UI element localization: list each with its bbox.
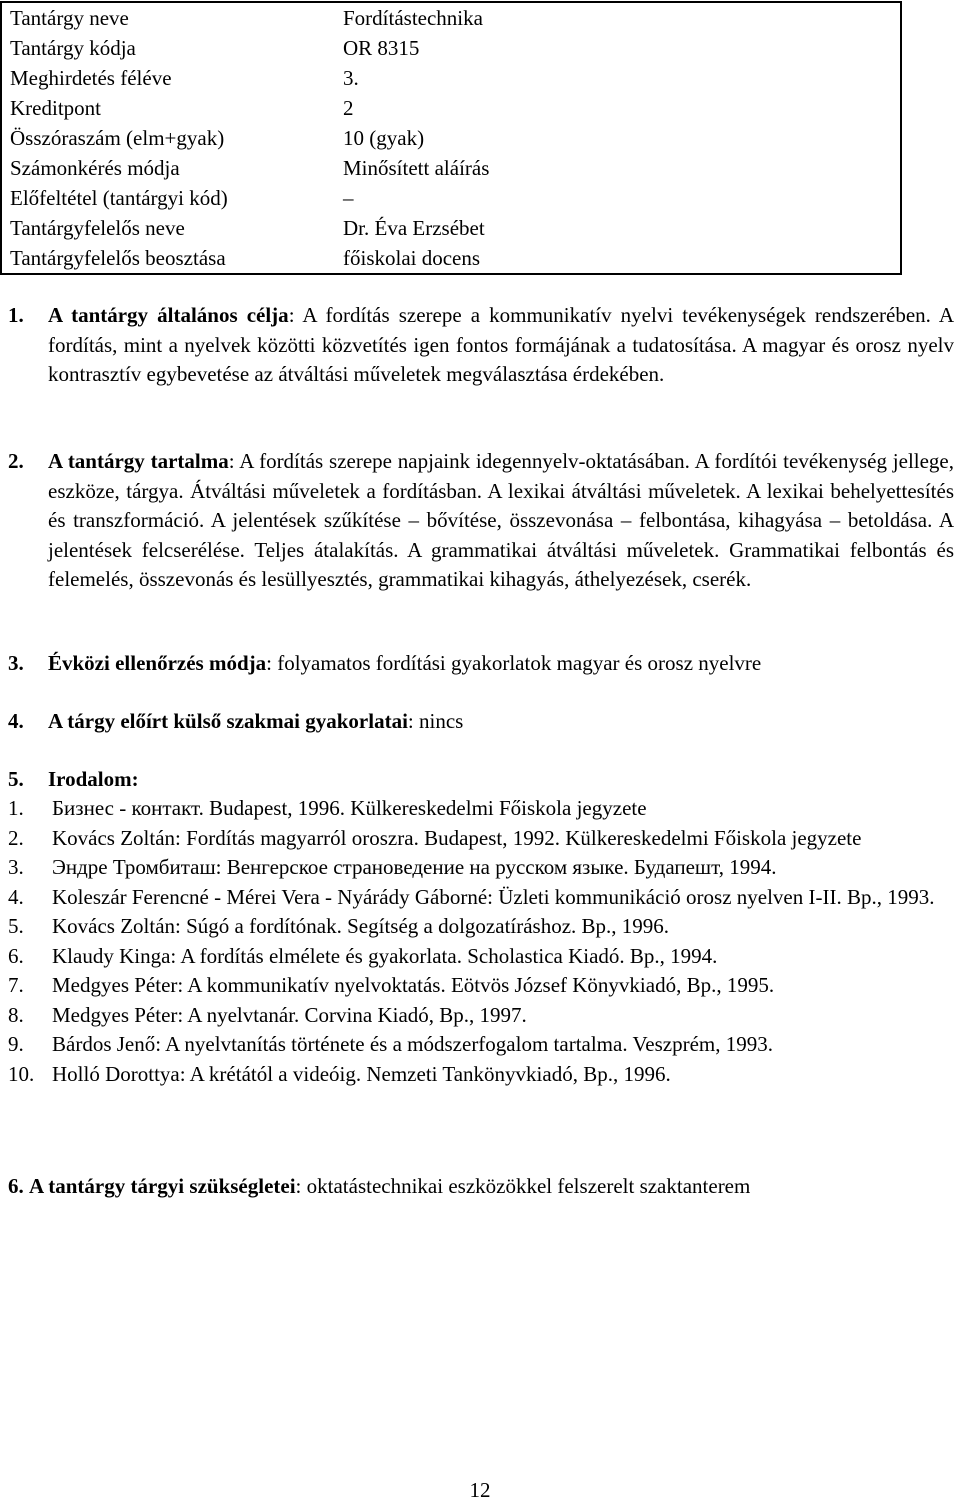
info-label: Számonkérés módja [10,156,180,180]
reference-number: 5. [8,914,24,938]
reference-text: Medgyes Péter: A nyelvtanár. Corvina Kiadó, Bp., 1997. [52,1002,527,1027]
section-practice [8,707,954,737]
reference-text: Бизнес - контакт. Budapest, 1996. Külkereskedelmi Főiskola jegyzete [52,796,647,820]
reference-text: Bárdos Jenő: A nyelvtanítás története és a módszerfogalom tartalma. Veszprém, 1993. [52,1032,774,1056]
reference-number: 4. [8,884,24,909]
section-number: 2. [8,449,24,473]
table-row [1,153,901,183]
section-general-aim [8,301,954,390]
section-heading: A tárgy előírt külső szakmai gyakorlatai [48,709,408,733]
info-label: Meghirdetés féléve [10,66,172,90]
reference-number: 2. [8,825,24,850]
reference-number: 9. [8,1032,24,1056]
section-number: 6. [8,1174,24,1198]
reference-list [8,794,954,1089]
reference-text: Kovács Zoltán: Súgó a fordítónak. Segítség a dolgozatíráshoz. Bp., 1996. [52,914,670,938]
section-literature [8,765,954,795]
table-row [1,123,901,153]
section-number: 5. [8,767,24,791]
info-label: Előfeltétel (tantárgyi kód) [10,186,228,210]
section-requirements [8,1172,954,1202]
table-row [1,63,901,93]
info-value: 3. [343,66,359,90]
info-label: Tantárgy kódja [10,36,136,60]
section-text: : A fordítás szerepe a kommunikatív nyelvi tevékenységek rendszerében. A fordítás, mint a nyelvek közötti közvetítés igen fontos formájának a tudatosítása. A magyar és orosz nyelv kontrasztív egybevetése az átváltási műveletek megválasztása érdekében. [48,303,954,386]
section-text: : oktatástechnikai eszközökkel felszerelt szaktanterem [295,1174,751,1198]
info-value: 10 (gyak) [343,126,425,150]
table-row [1,2,901,33]
reference-number: 7. [8,973,24,997]
table-row [1,243,901,274]
section-heading: A tantárgy tárgyi szükségletei [29,1174,296,1198]
info-value: – [343,186,354,210]
info-value: Dr. Éva Erzsébet [343,216,485,240]
list-item [8,971,954,1001]
section-heading: Irodalom: [48,767,139,791]
reference-number: 3. [8,855,24,879]
list-item [8,912,954,942]
list-item [8,853,954,883]
list-item [8,942,954,972]
reference-text: Klaudy Kinga: A fordítás elmélete és gyakorlata. Scholastica Kiadó. Bp., 1994. [52,943,718,968]
reference-number: 1. [8,796,24,820]
info-label: Tantárgyfelelős beosztása [10,246,226,270]
table-row [1,93,901,123]
list-item [8,794,954,824]
list-item [8,1001,954,1031]
reference-number: 8. [8,1002,24,1027]
table-row [1,183,901,213]
info-value: OR 8315 [343,36,420,60]
info-value: Minősített aláírás [343,156,490,180]
section-heading: Évközi ellenőrzés módja [48,651,267,675]
reference-number: 10. [8,1061,35,1086]
info-label: Összóraszám (elm+gyak) [10,126,225,150]
reference-number: 6. [8,943,24,968]
list-item [8,1030,954,1060]
info-value: Fordítástechnika [343,6,483,30]
reference-text: Koleszár Ferencné - Mérei Vera - Nyárády Gáborné: Üzleti kommunikáció orosz nyelven I-II. Bp., 1993. [52,884,935,909]
section-content [8,447,954,595]
info-value: 2 [343,96,354,120]
list-item [8,1060,954,1090]
course-info-table [0,1,902,275]
section-number: 3. [8,651,24,675]
info-label: Tantárgyfelelős neve [10,216,185,240]
reference-text: Эндре Тромбиташ: Венгерское страноведение на русском языке. Будапешт, 1994. [52,855,777,879]
info-label: Kreditpont [10,96,101,120]
section-number: 1. [8,303,24,327]
reference-text: Medgyes Péter: A kommunikatív nyelvoktatás. Eötvös József Könyvkiadó, Bp., 1995. [52,973,775,997]
section-heading: A tantárgy általános célja [48,303,289,327]
reference-text: Holló Dorottya: A krétától a videóig. Nemzeti Tankönyvkiadó, Bp., 1996. [52,1061,671,1086]
info-label: Tantárgy neve [10,6,129,30]
section-number: 4. [8,709,24,733]
section-text: : folyamatos fordítási gyakorlatok magyar és orosz nyelvre [266,651,762,675]
page-number: 12 [469,1478,491,1502]
section-text: : A fordítás szerepe napjaink idegennyelv-oktatásában. A fordítói tevékenység jellege, eszköze, tárgya. Átváltási műveletek a fordításban. A lexikai átváltási műveletek. A lexikai behelyettesítés és transzformáció. A jelentések szűkítése – bővítése, összevonása – felbontása, kihagyása – betoldása. A jelentések felcserélése. Teljes átalakítás. A grammatikai átváltási műveletek. Grammatikai felbontás és felemelés, összevonás és lesüllyesztés, grammatikai kihagyás, áthelyezések, cserék. [48,449,954,591]
section-text: : nincs [407,709,464,733]
list-item [8,883,954,913]
info-value: főiskolai docens [343,246,481,270]
table-row [1,213,901,243]
table-row [1,33,901,63]
list-item [8,824,954,854]
reference-text: Kovács Zoltán: Fordítás magyarról oroszra. Budapest, 1992. Külkereskedelmi Főiskola jegyzete [52,825,862,850]
section-heading: A tantárgy tartalma [48,449,229,473]
section-assessment [8,649,954,679]
